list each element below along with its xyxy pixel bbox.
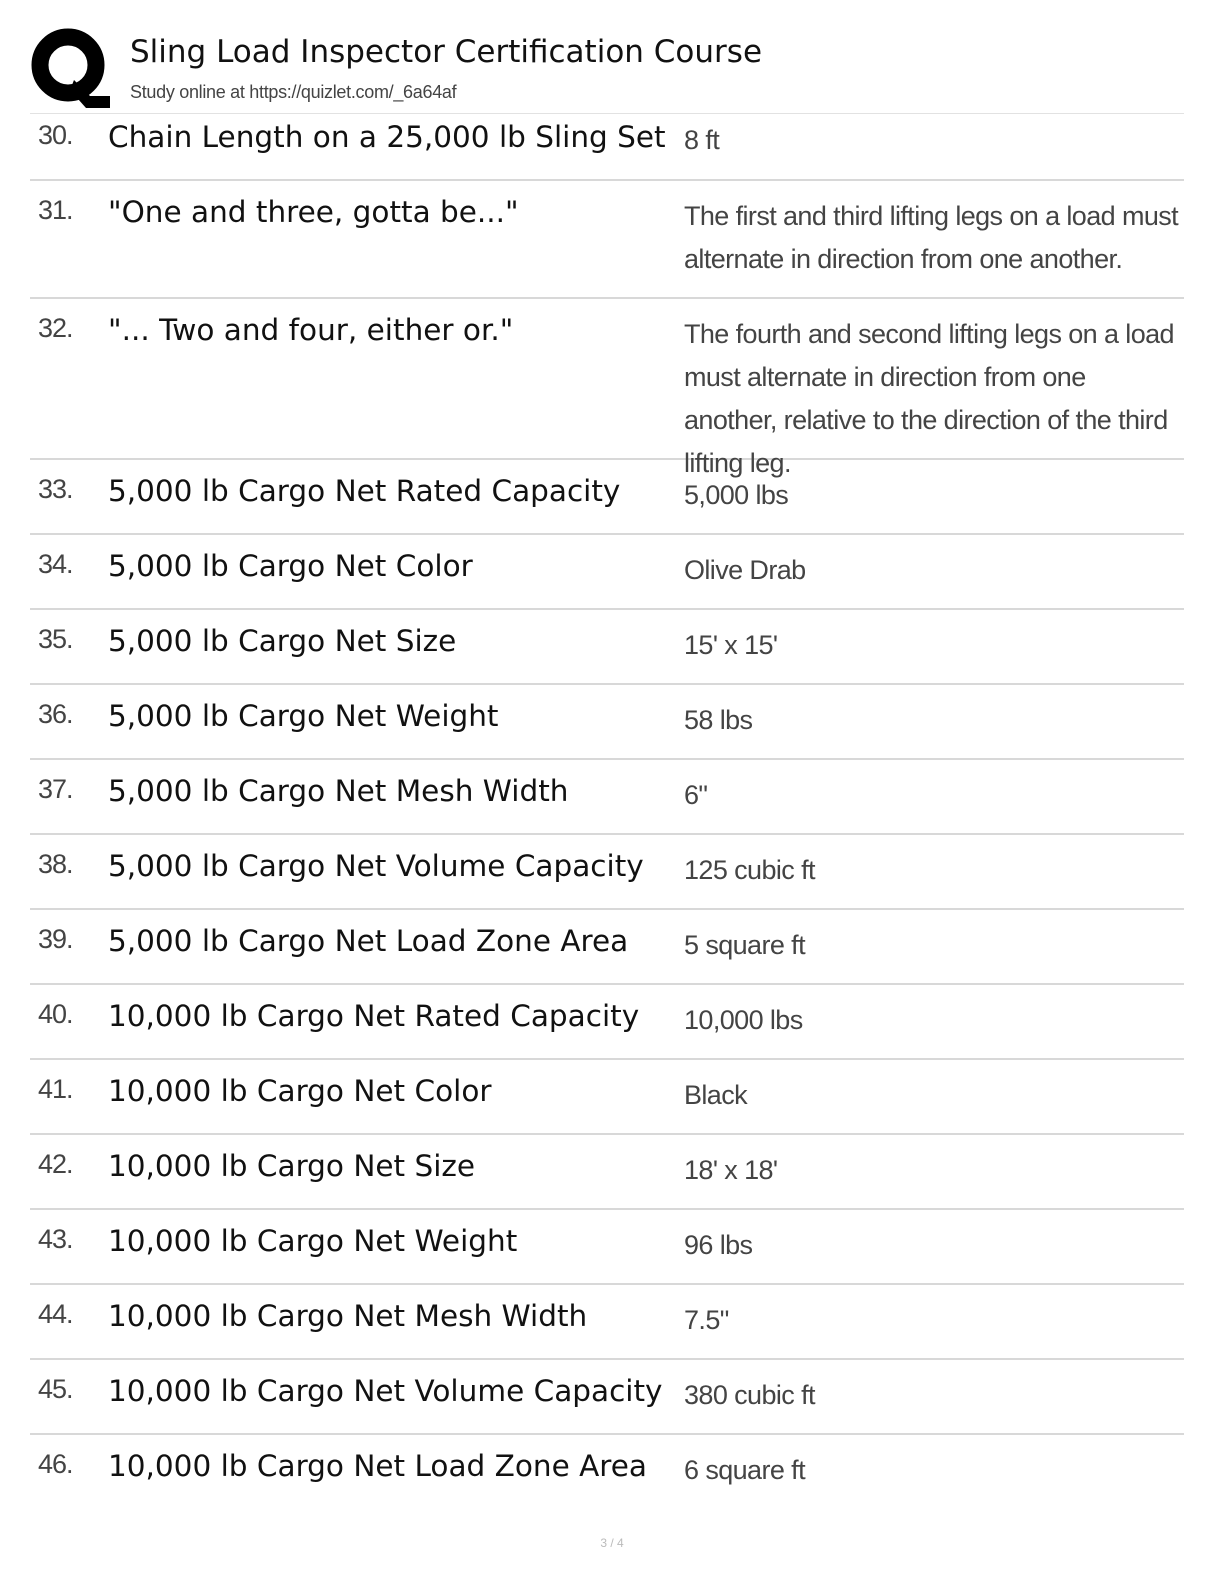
flashcard-row [30, 1058, 1184, 1133]
card-term: 5,000 lb Cargo Net Rated Capacity [108, 474, 621, 508]
card-definition: 58 lbs [684, 705, 753, 735]
card-definition: Black [684, 1080, 748, 1110]
card-definition: 18' x 18' [684, 1155, 778, 1185]
page-subtitle: Study online at https://quizlet.com/_6a64af [130, 82, 457, 102]
page-title: Sling Load Inspector Certification Course [130, 34, 763, 70]
flashcard-row [30, 908, 1184, 983]
flashcard-row [30, 833, 1184, 908]
card-term: 5,000 lb Cargo Net Mesh Width [108, 774, 569, 808]
card-term: 5,000 lb Cargo Net Volume Capacity [108, 849, 644, 883]
card-term: Chain Length on a 25,000 lb Sling Set [108, 120, 666, 154]
card-definition: 15' x 15' [684, 630, 778, 660]
flashcard-row [30, 458, 1184, 533]
card-definition: 8 ft [684, 125, 720, 155]
flashcard-row [30, 983, 1184, 1058]
card-definition: 380 cubic ft [684, 1380, 815, 1410]
flashcard-row [30, 297, 1184, 478]
card-term: "One and three, gotta be..." [108, 195, 519, 229]
card-term: 10,000 lb Cargo Net Rated Capacity [108, 999, 640, 1033]
card-term: 10,000 lb Cargo Net Mesh Width [108, 1299, 588, 1333]
card-number: 44. [38, 1299, 73, 1329]
flashcard-row [30, 1358, 1184, 1433]
card-definition: 6 square ft [684, 1455, 805, 1485]
card-definition: 7.5" [684, 1305, 729, 1335]
flashcard-row [30, 179, 1184, 297]
flashcard-row [30, 1433, 1184, 1508]
card-number: 42. [38, 1149, 73, 1179]
card-term: 5,000 lb Cargo Net Color [108, 549, 473, 583]
flashcard-row [30, 683, 1184, 758]
card-term: 10,000 lb Cargo Net Size [108, 1149, 476, 1183]
card-term: 5,000 lb Cargo Net Load Zone Area [108, 924, 629, 958]
card-number: 45. [38, 1374, 73, 1404]
card-number: 30. [38, 120, 73, 150]
flashcard-row [30, 608, 1184, 683]
card-number: 34. [38, 549, 73, 579]
card-definition: 10,000 lbs [684, 1005, 803, 1035]
card-number: 33. [38, 474, 73, 504]
card-definition: 6" [684, 780, 708, 810]
flashcard-row [30, 533, 1184, 608]
card-definition: 5 square ft [684, 930, 805, 960]
flashcard-list [30, 113, 1184, 1508]
page-header [30, 28, 1190, 112]
card-definition: The fourth and second lifting legs on a load must alternate in direction from one another, relative to the direction of the third lifting leg. [684, 319, 1174, 478]
card-term: 10,000 lb Cargo Net Volume Capacity [108, 1374, 663, 1408]
card-term: 10,000 lb Cargo Net Color [108, 1074, 492, 1108]
card-term: 10,000 lb Cargo Net Weight [108, 1224, 518, 1258]
card-definition: The first and third lifting legs on a load must alternate in direction from one another. [684, 201, 1179, 274]
flashcard-row [30, 1133, 1184, 1208]
card-term: 5,000 lb Cargo Net Size [108, 624, 457, 658]
card-number: 39. [38, 924, 73, 954]
page-number: 3 / 4 [600, 1536, 624, 1550]
card-term: 10,000 lb Cargo Net Load Zone Area [108, 1449, 648, 1483]
flashcard-row [30, 1283, 1184, 1358]
card-number: 31. [38, 195, 73, 225]
card-number: 38. [38, 849, 73, 879]
flashcard-row [30, 758, 1184, 833]
card-definition: 96 lbs [684, 1230, 753, 1260]
card-definition: Olive Drab [684, 555, 806, 585]
card-definition: 125 cubic ft [684, 855, 815, 885]
flashcard-row [30, 113, 1184, 179]
card-term: 5,000 lb Cargo Net Weight [108, 699, 499, 733]
card-number: 43. [38, 1224, 73, 1254]
card-number: 32. [38, 313, 73, 343]
card-number: 40. [38, 999, 73, 1029]
card-term: "... Two and four, either or." [108, 313, 514, 347]
card-number: 37. [38, 774, 73, 804]
quizlet-logo-icon [30, 28, 110, 108]
card-number: 46. [38, 1449, 73, 1479]
card-number: 35. [38, 624, 73, 654]
card-definition: 5,000 lbs [684, 480, 789, 510]
card-number: 36. [38, 699, 73, 729]
flashcard-row [30, 1208, 1184, 1283]
card-number: 41. [38, 1074, 73, 1104]
